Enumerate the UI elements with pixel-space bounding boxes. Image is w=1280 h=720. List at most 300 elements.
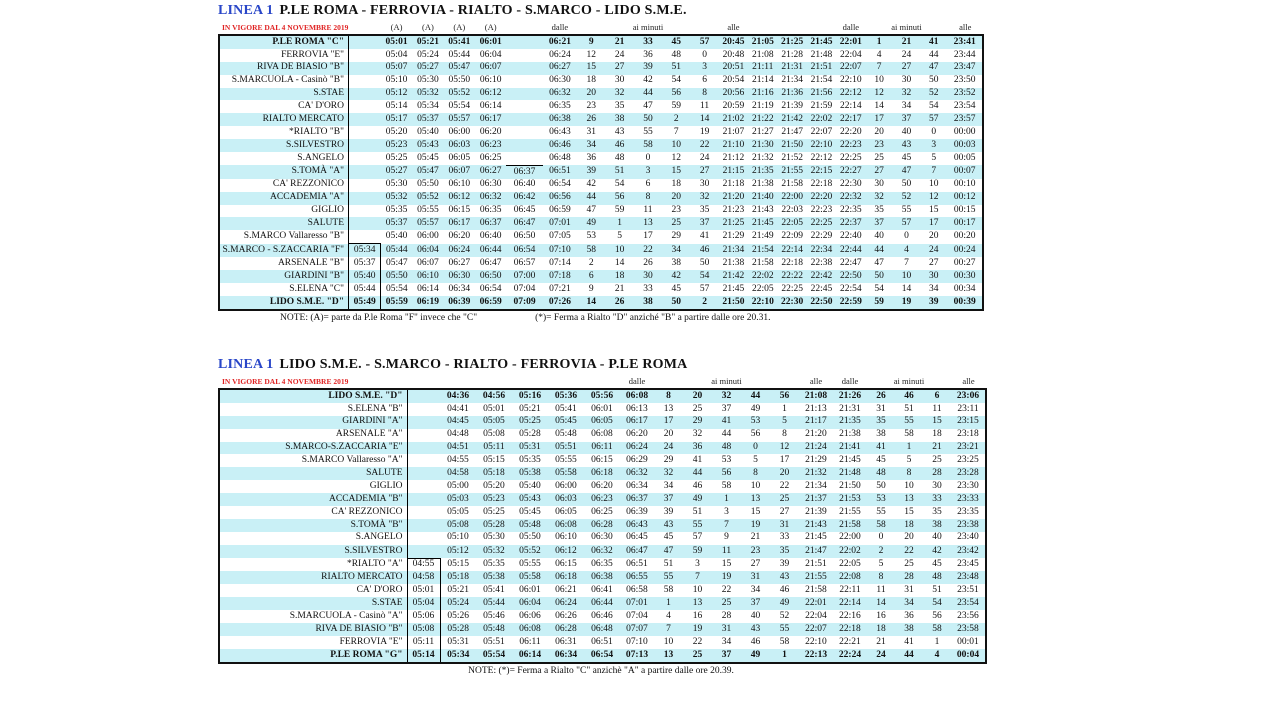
column-header: alle [809,376,823,387]
time-cell: 23:30 [957,480,979,491]
time-cell: 05:46 [483,610,505,621]
time-cell: 06:10 [479,75,502,86]
time-cell: 13 [663,649,674,660]
time-cell: 44 [929,49,939,60]
station-cell: GIARDINI "B" [219,270,349,283]
time-cell: 06:01 [519,585,541,596]
time-cell: 05:55 [417,205,439,216]
time-cell: 18 [876,623,886,634]
time-cell [349,165,381,178]
time-cell: 00:04 [956,649,980,660]
station-cell: CA' REZZONICO [219,179,349,192]
time-cell [349,88,381,101]
time-cell: 06:20 [448,231,471,242]
time-cell: 06:23 [479,139,502,150]
time-cell: 22:02 [839,545,861,556]
time-cell: 06:51 [591,636,613,647]
time-cell: 23 [874,139,884,150]
station-cell: S.TOMÀ "A" [219,165,349,178]
time-cell: 26 [876,390,886,401]
time-cell: 52 [929,88,939,99]
note-text: (*)= Ferma a Rialto "D" anziché "B" a partire dalle ore 20.31. [535,312,771,323]
station-cell: GIARDINI "A" [219,416,407,429]
time-cell: 21:39 [781,101,803,112]
time-cell: 6 [702,75,707,86]
time-cell: 30 [932,480,942,491]
time-cell: 05:08 [447,519,469,530]
time-cell: 15 [586,62,597,73]
time-cell: 05:40 [519,480,541,491]
time-cell: 06:54 [590,649,614,660]
time-cell: 05:12 [447,545,469,556]
time-cell: 22:02 [810,114,833,125]
time-cell: 22:25 [840,152,862,163]
time-cell: 48 [876,468,886,479]
time-cell: 49 [779,597,790,608]
time-cell: 35 [874,205,884,216]
time-cell: 22 [643,244,653,255]
time-cell: 56 [721,468,732,479]
time-cell: 22:47 [840,257,862,268]
time-cell: 23:38 [957,519,979,530]
time-cell: 22:32 [840,192,862,203]
time-cell: 42 [643,75,653,86]
time-cell: 05:10 [385,75,408,86]
time-cell: 06:05 [448,152,471,163]
time-cell: 21:13 [805,403,827,414]
time-cell: 50 [876,480,886,491]
time-cell: 22:59 [839,296,862,307]
time-cell: 22:09 [781,231,803,242]
time-cell: 50 [671,296,682,307]
time-cell: 21:14 [751,75,774,86]
station-cell: CA' D'ORO [219,100,349,113]
time-cell: 20 [663,429,674,440]
station-cell: ARSENALE "B" [219,257,349,270]
time-cell: 25 [671,218,682,229]
time-cell: 21:34 [722,244,745,255]
time-cell [407,519,440,532]
time-cell [407,442,440,455]
time-cell: 05:52 [448,88,471,99]
time-cell: 10 [750,480,761,491]
column-header: ai minuti [711,376,742,387]
time-cell: 38 [932,519,942,530]
time-cell: 7 [724,519,729,530]
time-cell: 05:58 [555,468,577,479]
time-cell: 2 [588,257,594,268]
time-cell: 22:01 [839,36,862,47]
time-cell: 06:24 [549,49,571,60]
time-cell: 17 [929,218,939,229]
time-cell [407,480,440,493]
time-cell: 06:03 [448,139,471,150]
time-cell: 06:27 [479,166,502,177]
time-cell: 46 [692,480,703,491]
time-cell: 21:25 [722,218,745,229]
time-cell: 05:55 [519,559,541,570]
time-cell: 22:18 [781,257,803,268]
time-cell: 34 [929,283,939,294]
time-cell: 57 [901,218,912,229]
time-cell: 22 [721,585,732,596]
time-cell: 3 [702,62,707,73]
time-cell: 50 [874,270,884,281]
time-cell: 22:01 [805,597,827,608]
time-cell: 23:51 [957,585,979,596]
time-cell: 21:43 [805,519,827,530]
time-cell: 05:41 [483,585,505,596]
time-cell: 06:46 [549,139,571,150]
time-cell: 10 [692,585,703,596]
time-cell: 21:51 [810,62,833,73]
time-cell: 34 [586,139,597,150]
time-cell: 27 [614,62,625,73]
time-cell: 21:50 [839,480,861,491]
time-cell: 06:43 [626,519,648,530]
time-cell: 21:23 [722,205,745,216]
time-cell: 00:05 [953,152,976,163]
time-cell: 44 [874,244,884,255]
station-cell: S.STAE [219,597,407,610]
time-cell: 45 [671,36,682,47]
time-cell: 06:01 [591,403,613,414]
station-cell: S.MARCUOLA - Casinò "A" [219,610,407,623]
time-cell: 06:15 [555,559,577,570]
time-cell: 33 [643,283,653,294]
time-cell: 58 [663,585,674,596]
time-cell: 24 [929,244,939,255]
time-cell: 05:05 [447,506,469,517]
time-cell: 45 [671,283,682,294]
time-cell: 15 [721,559,732,570]
time-cell: 35 [614,101,625,112]
time-cell: 1 [782,649,787,660]
time-cell: 05:12 [385,88,408,99]
time-cell: 27 [750,559,761,570]
time-cell: 21:55 [805,572,827,583]
time-cell: 00:39 [953,296,976,307]
timetable-return [218,375,987,664]
time-cell: 48 [932,572,942,583]
time-cell: 05:23 [385,139,408,150]
time-cell: 06:04 [417,244,439,255]
time-cell: 18 [904,519,914,530]
time-cell: 06:35 [549,101,571,112]
time-cell: 06:06 [519,610,541,621]
time-cell: 45 [901,152,912,163]
time-cell: 57 [692,532,703,543]
time-cell: 06:38 [549,114,571,125]
time-cell: 5 [782,416,787,427]
time-cell: 05:26 [447,610,470,621]
time-cell: 34 [904,597,914,608]
route-title: LIDO S.M.E. - S.MARCO - RIALTO - FERROVIA - P.LE ROMA [279,357,688,372]
time-cell: 54 [671,75,682,86]
table-row [219,49,983,62]
time-cell: 05:28 [447,623,470,634]
time-cell: 21:32 [751,152,774,163]
time-cell: 38 [643,296,653,307]
table-row [219,179,983,192]
time-cell: 6 [588,270,594,281]
time-cell: 05:14 [407,649,440,663]
time-cell: 06:20 [591,480,613,491]
timetable-body [219,389,986,663]
time-cell: 05:55 [555,455,577,466]
time-cell: 41 [721,416,732,427]
time-cell: 20:51 [722,62,745,73]
time-cell [506,100,542,113]
time-cell: 26 [643,257,653,268]
time-cell: 07:01 [549,218,571,229]
time-cell: 22:30 [781,296,804,307]
time-cell: 21:02 [722,114,745,125]
time-cell: 06:15 [448,205,471,216]
time-cell: 11 [721,545,732,556]
time-cell: 11 [700,101,710,112]
time-cell: 21:56 [810,88,833,99]
time-cell: 49 [692,493,703,504]
time-cell: 22 [692,636,703,647]
time-cell: 19 [721,572,732,583]
time-cell: 07:00 [513,270,536,281]
time-cell: 32 [874,192,884,203]
time-cell: 22:05 [751,283,774,294]
table-row [219,126,983,139]
station-cell: FERROVIA "E" [219,49,349,62]
time-cell: 46 [904,390,914,401]
time-cell: 22:10 [751,296,774,307]
table-row [219,545,986,558]
time-cell: 05:41 [555,403,577,414]
time-cell: 06:11 [519,636,541,647]
time-cell: 06:18 [555,572,577,583]
time-cell: 21:58 [839,519,861,530]
time-cell: 0 [645,152,651,163]
time-cell: 21:15 [722,166,745,177]
time-cell: 06:07 [479,62,502,73]
time-cell: 22:07 [840,62,862,73]
station-cell: RIALTO MERCATO [219,571,407,584]
time-cell: 23:56 [957,610,979,621]
time-cell: 06:56 [549,192,571,203]
time-cell: 22:14 [839,597,861,608]
column-header-spacer [506,21,542,35]
time-cell: 21:48 [839,468,861,479]
time-cell: 21 [750,532,761,543]
time-cell: 41 [904,636,914,647]
table-row [219,493,986,506]
time-cell: 07:26 [548,296,572,307]
time-cell: 52 [901,192,912,203]
time-cell: 22:23 [810,205,833,216]
time-cell: 13 [750,493,761,504]
time-cell: 56 [750,429,761,440]
time-cell: 50 [699,257,710,268]
time-cell: 21:42 [781,114,803,125]
time-cell: 06:37 [513,166,536,177]
time-cell: 06:59 [479,296,502,307]
time-cell: 20 [692,390,703,401]
time-cell: 22:35 [840,205,862,216]
time-cell: 21:45 [805,532,827,543]
time-cell: 26 [586,114,597,125]
time-cell: 23:57 [953,114,976,125]
time-cell: 04:36 [446,390,470,401]
time-cell: 22:02 [751,270,774,281]
time-cell: 06:07 [448,166,471,177]
time-cell: 6 [645,179,651,190]
time-cell: 05:50 [386,270,408,281]
time-cell: 05:25 [483,506,505,517]
time-cell: 47 [663,545,674,556]
time-cell: 20:59 [722,101,745,112]
time-cell: 00:01 [957,636,979,647]
time-cell: 00:10 [953,179,976,190]
time-cell: 06:00 [417,231,439,242]
time-cell: 23:58 [957,623,979,634]
time-cell: 8 [702,88,707,99]
time-cell: 21:29 [805,455,827,466]
time-cell: 06:28 [555,623,577,634]
time-cell: 8 [878,572,884,583]
time-cell: 16 [692,610,703,621]
time-cell: 58 [721,480,732,491]
time-cell: 23:25 [957,455,979,466]
time-cell: 21:24 [805,442,827,453]
time-cell: 21:25 [781,36,804,47]
time-cell: 06:30 [479,179,502,190]
time-cell: 06:25 [479,152,502,163]
time-cell: 0 [753,442,758,453]
time-cell: 50 [643,114,653,125]
note-text: NOTE: (*)= Ferma a Rialto "C" anzichè "A" a partire dalle ore 20.39. [468,665,734,676]
time-cell: 17 [643,231,653,242]
time-cell: 06:43 [549,126,571,137]
time-cell: 21:12 [722,152,745,163]
time-cell: 48 [721,442,732,453]
time-cell: 38 [671,257,682,268]
time-cell: 05:51 [555,442,577,453]
timetable-block-return [218,357,984,676]
time-cell [407,416,440,429]
time-cell: 1 [934,636,940,647]
time-cell: 31 [721,623,732,634]
time-cell: 54 [932,597,942,608]
time-cell: 04:41 [447,403,469,414]
time-cell: 05:43 [417,139,439,150]
time-cell: 21:05 [751,36,774,47]
time-cell: 06:42 [513,192,536,203]
column-header: dalle [628,376,646,387]
time-cell: 49 [750,403,761,414]
time-cell: 06:20 [626,429,648,440]
column-header: (A) [453,22,466,33]
time-cell: 07:18 [549,270,571,281]
time-cell [349,75,381,88]
time-cell: 05:01 [385,36,408,47]
table-row [219,296,983,310]
time-cell: 28 [904,572,914,583]
time-cell: 23:48 [957,572,979,583]
time-cell [349,179,381,192]
time-cell: 54 [699,270,710,281]
time-cell: 24 [663,442,674,453]
time-cell: 5 [906,455,912,466]
time-cell: 42 [671,270,682,281]
station-cell: S.ELENA "C" [219,283,349,296]
time-cell: 37 [663,493,674,504]
time-cell: 23:11 [957,403,979,414]
time-cell: 23 [750,545,761,556]
time-cell: 22:12 [840,88,862,99]
note-return [218,666,984,676]
time-cell: 06:17 [448,218,471,229]
table-row [219,467,986,480]
time-cell: 11 [876,585,886,596]
station-cell: ARSENALE "A" [219,429,407,442]
time-cell: 21:54 [810,75,833,86]
time-cell: 40 [874,231,884,242]
time-cell [349,62,381,75]
time-cell: 22:04 [840,49,862,60]
time-cell: 31 [904,585,914,596]
time-cell: 05:08 [483,429,505,440]
time-cell: 21:08 [751,49,774,60]
time-cell: 22:40 [840,231,862,242]
time-cell: 20:56 [722,88,745,99]
time-cell: 00:03 [953,139,976,150]
time-cell: 33 [643,36,653,47]
time-cell: 31 [750,572,761,583]
time-cell: 05:40 [385,231,408,242]
station-cell: P.LE ROMA "G" [219,649,407,663]
time-cell: 59 [671,101,682,112]
station-cell: S.TOMÀ "B" [219,519,407,532]
time-cell: 3 [931,139,937,150]
station-cell: RIVA DE BIASIO "B" [219,62,349,75]
time-cell: 06:28 [591,519,613,530]
time-cell: 22:13 [804,649,828,660]
time-cell: 42 [586,179,597,190]
time-cell: 21 [876,636,886,647]
time-cell: 05:27 [417,62,439,73]
time-cell: 34 [901,101,912,112]
time-cell: 8 [906,468,912,479]
time-cell: 05:21 [416,36,440,47]
time-cell: 00:15 [953,205,976,216]
time-cell: 21:50 [781,139,803,150]
time-cell: 36 [643,49,653,60]
time-cell: 53 [586,231,597,242]
time-cell: 1 [666,597,671,608]
time-cell: 22:08 [839,572,861,583]
column-header-row [219,21,983,35]
time-cell: 55 [779,623,790,634]
time-cell: 05:01 [483,403,505,414]
time-cell: 10 [671,139,682,150]
table-row [219,480,986,493]
time-cell: 05:14 [385,101,408,112]
time-cell: 20 [779,468,790,479]
time-cell: 57 [699,283,710,294]
time-cell: 15 [932,416,942,427]
time-cell: 05:37 [349,257,381,270]
time-cell: 58 [876,519,886,530]
time-cell: 05:20 [385,126,408,137]
station-cell: S.ANGELO [219,532,407,545]
